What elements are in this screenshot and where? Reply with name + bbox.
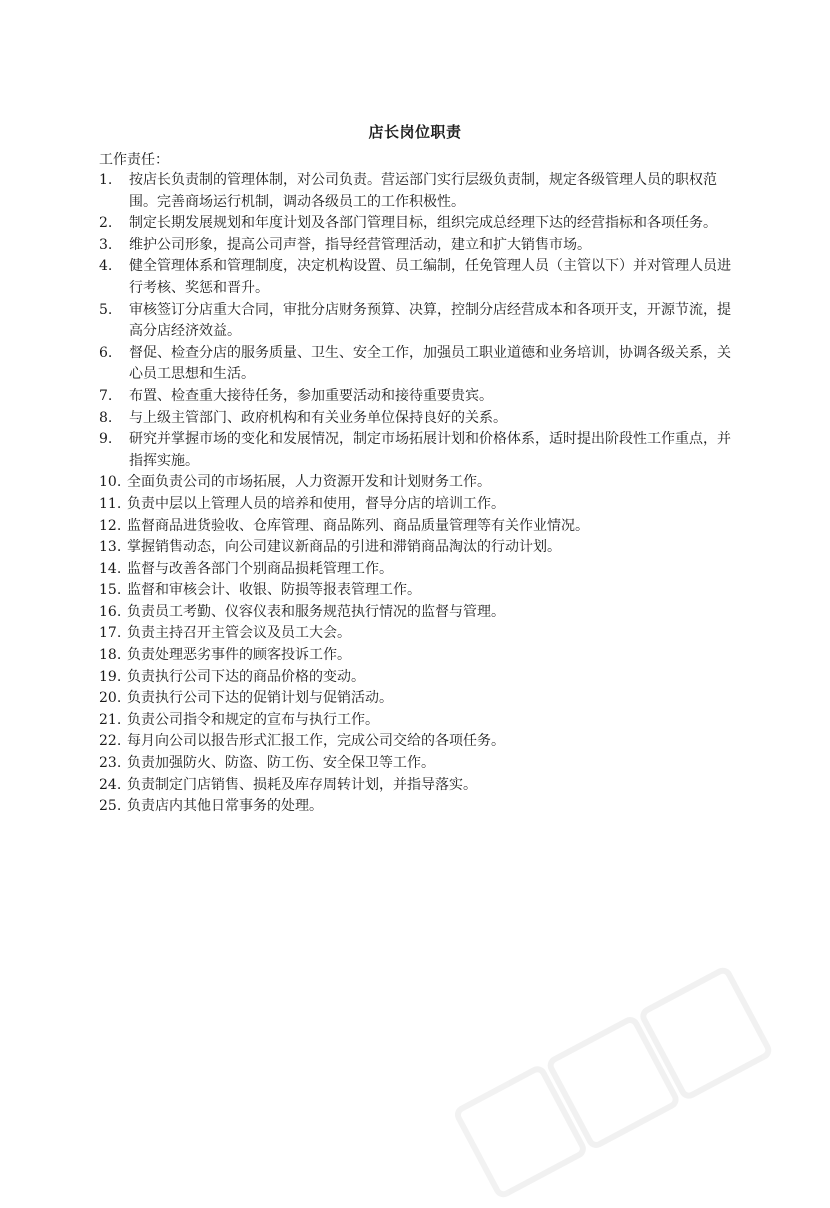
- list-item-text: 监督与改善各部门个别商品损耗管理工作。: [127, 560, 393, 577]
- list-item: [99, 170, 739, 213]
- list-item: [99, 386, 739, 408]
- list-item-text: 负责中层以上管理人员的培养和使用，督导分店的培训工作。: [127, 495, 505, 512]
- list-item-number: 20.: [99, 690, 122, 707]
- list-item: [99, 602, 739, 624]
- list-item-text: 与上级主管部门、政府机构和有关业务单位保持良好的关系。: [129, 409, 507, 426]
- list-item: [99, 710, 739, 732]
- list-item-number: 9.: [99, 431, 113, 448]
- list-item: [99, 623, 739, 645]
- list-item-number: 8.: [99, 409, 113, 426]
- list-item-text: 监督和审核会计、收银、防损等报表管理工作。: [127, 582, 421, 599]
- list-item: [99, 256, 739, 299]
- list-item-number: 23.: [99, 755, 122, 772]
- list-item-text: 制定长期发展规划和年度计划及各部门管理目标，组织完成总经理下达的经营指标和各项任务。: [129, 215, 717, 232]
- list-item-text: 负责执行公司下达的商品价格的变动。: [127, 668, 365, 685]
- list-item-number: 3.: [99, 236, 113, 253]
- list-item-number: 18.: [99, 647, 122, 664]
- list-item-text: 布置、检查重大接待任务，参加重要活动和接待重要贵宾。: [129, 387, 493, 404]
- list-item-number: 25.: [99, 798, 122, 815]
- list-item: [99, 645, 739, 667]
- list-item: [99, 213, 739, 235]
- list-item: [99, 408, 739, 430]
- list-item-number: 10.: [99, 474, 122, 491]
- list-item-number: 13.: [99, 539, 122, 556]
- list-item-number: 24.: [99, 776, 122, 793]
- page-title: 店长岗位职责: [368, 123, 462, 141]
- list-item-number: 15.: [99, 582, 122, 599]
- list-item-text: 全面负责公司的市场拓展，人力资源开发和计划财务工作。: [127, 474, 491, 491]
- list-item: [99, 753, 739, 775]
- list-item-text: 负责执行公司下达的促销计划与促销活动。: [127, 690, 393, 707]
- list-item: [99, 559, 739, 581]
- list-item-text: 负责公司指令和规定的宣布与执行工作。: [127, 711, 379, 728]
- list-item-number: 6.: [99, 344, 113, 361]
- list-item: [99, 537, 739, 559]
- watermark-icon: [442, 952, 768, 1208]
- list-item: [99, 343, 739, 386]
- list-item-number: 21.: [99, 711, 122, 728]
- list-item: [99, 300, 739, 343]
- list-item-number: 12.: [99, 517, 122, 534]
- list-item-number: 14.: [99, 560, 122, 577]
- list-item-text: 负责加强防火、防盗、防工伤、安全保卫等工作。: [127, 755, 435, 772]
- duty-list: [99, 170, 739, 818]
- list-item-text: 负责处理恶劣事件的顾客投诉工作。: [127, 647, 351, 664]
- list-item: [99, 516, 739, 538]
- list-item-text: 每月向公司以报告形式汇报工作，完成公司交给的各项任务。: [127, 733, 505, 750]
- list-item: [99, 494, 739, 516]
- list-item-text: 审核签订分店重大合同，审批分店财务预算、决算，控制分店经营成本和各项开支，开源节流，提高分店经济效益。: [129, 301, 731, 340]
- section-label: 工作责任：: [99, 152, 169, 168]
- list-item-number: 22.: [99, 733, 122, 750]
- list-item-number: 19.: [99, 668, 122, 685]
- list-item: [99, 667, 739, 689]
- list-item-number: 16.: [99, 603, 122, 620]
- list-item: [99, 580, 739, 602]
- list-item-text: 维护公司形象，提高公司声誉，指导经营管理活动，建立和扩大销售市场。: [129, 236, 591, 253]
- list-item-text: 负责主持召开主管会议及员工大会。: [127, 625, 351, 642]
- list-item-text: 负责店内其他日常事务的处理。: [127, 798, 323, 815]
- list-item: [99, 235, 739, 257]
- list-item-text: 掌握销售动态，向公司建议新商品的引进和滞销商品淘汰的行动计划。: [127, 539, 561, 556]
- list-item: [99, 429, 739, 472]
- list-item-text: 负责制定门店销售、损耗及库存周转计划，并指导落实。: [127, 776, 477, 793]
- list-item-text: 监督商品进货验收、仓库管理、商品陈列、商品质量管理等有关作业情况。: [127, 517, 589, 534]
- list-item-number: 2.: [99, 215, 113, 232]
- list-item-number: 5.: [99, 301, 113, 318]
- list-item-number: 11.: [99, 495, 122, 512]
- list-item: [99, 731, 739, 753]
- list-item-text: 按店长负责制的管理体制，对公司负责。营运部门实行层级负责制，规定各级管理人员的职权范围。完善商场运行机制，调动各级员工的工作积极性。: [129, 172, 717, 210]
- list-item-text: 督促、检查分店的服务质量、卫生、安全工作，加强员工职业道德和业务培训，协调各级关系，关心员工思想和生活。: [129, 344, 731, 383]
- list-item-number: 4.: [99, 258, 113, 275]
- list-item: [99, 775, 739, 797]
- list-item: [99, 688, 739, 710]
- list-item: [99, 472, 739, 494]
- list-item-number: 17.: [99, 625, 122, 642]
- list-item: [99, 796, 739, 818]
- list-item-number: 1.: [99, 172, 113, 188]
- list-item-text: 健全管理体系和管理制度，决定机构设置、员工编制，任免管理人员（主管以下）并对管理人员进行考核、奖惩和晋升。: [129, 258, 731, 296]
- list-item-text: 负责员工考勤、仪容仪表和服务规范执行情况的监督与管理。: [127, 603, 505, 620]
- list-item-text: 研究并掌握市场的变化和发展情况，制定市场拓展计划和价格体系，适时提出阶段性工作重点，并指挥实施。: [129, 431, 731, 469]
- list-item-number: 7.: [99, 387, 113, 404]
